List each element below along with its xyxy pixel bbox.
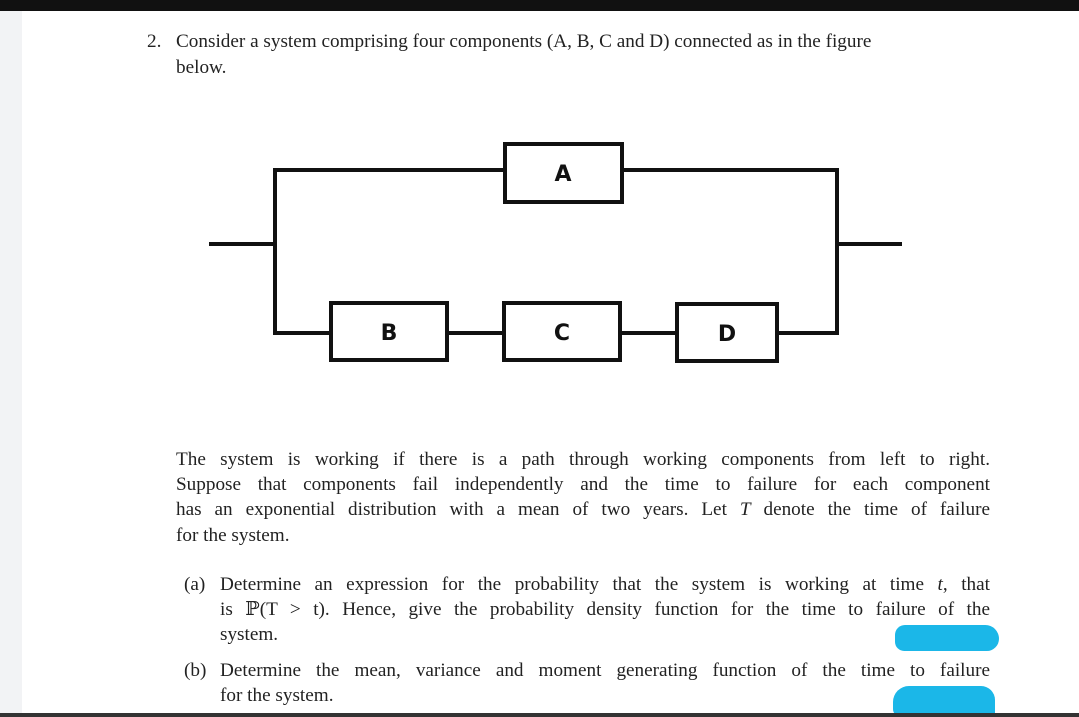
highlight-mark-1 xyxy=(895,625,999,651)
description-line-3-part-2: denote the time of failure xyxy=(750,499,990,520)
component-a-label: A xyxy=(554,162,572,187)
bottom-frame-bar xyxy=(0,713,1079,717)
part-b-line-1: Determine the mean, variance and moment generating function of the time to failure xyxy=(220,660,990,681)
component-d-label: D xyxy=(717,322,737,347)
part-a-line-3: system. xyxy=(220,624,279,645)
problem-intro-line-2: below. xyxy=(176,57,227,78)
part-a-label: (a) xyxy=(184,574,206,595)
part-a-line-2: is ℙ(T > t). Hence, give the probability density function for the time to failure of the xyxy=(220,599,990,620)
variable-t-upper: T xyxy=(739,499,751,520)
description-line-3-part-1: has an exponential distribution with a mean of two years. Let xyxy=(176,499,740,520)
description-line-1: The system is working if there is a path through working components from left to right. xyxy=(176,449,990,470)
description-line-4: for the system. xyxy=(176,525,290,546)
description-line-2: Suppose that components fail independently and the time to failure for each component xyxy=(176,474,990,495)
problem-intro-line-1: Consider a system comprising four components (A, B, C and D) connected as in the figure xyxy=(176,31,872,52)
part-a-line-1-part-1: Determine an expression for the probability that the system is working at time xyxy=(220,574,938,595)
variable-t-lower: t xyxy=(937,574,943,595)
part-b-label: (b) xyxy=(184,660,207,681)
component-b-label: B xyxy=(380,321,398,346)
problem-number: 2. xyxy=(147,31,162,52)
part-b-line-2: for the system. xyxy=(220,685,334,706)
part-a-line-1 xyxy=(220,572,990,598)
component-c-label: C xyxy=(553,321,571,346)
description-line-3 xyxy=(176,497,990,523)
part-a-line-1-part-2: , that xyxy=(942,574,990,595)
